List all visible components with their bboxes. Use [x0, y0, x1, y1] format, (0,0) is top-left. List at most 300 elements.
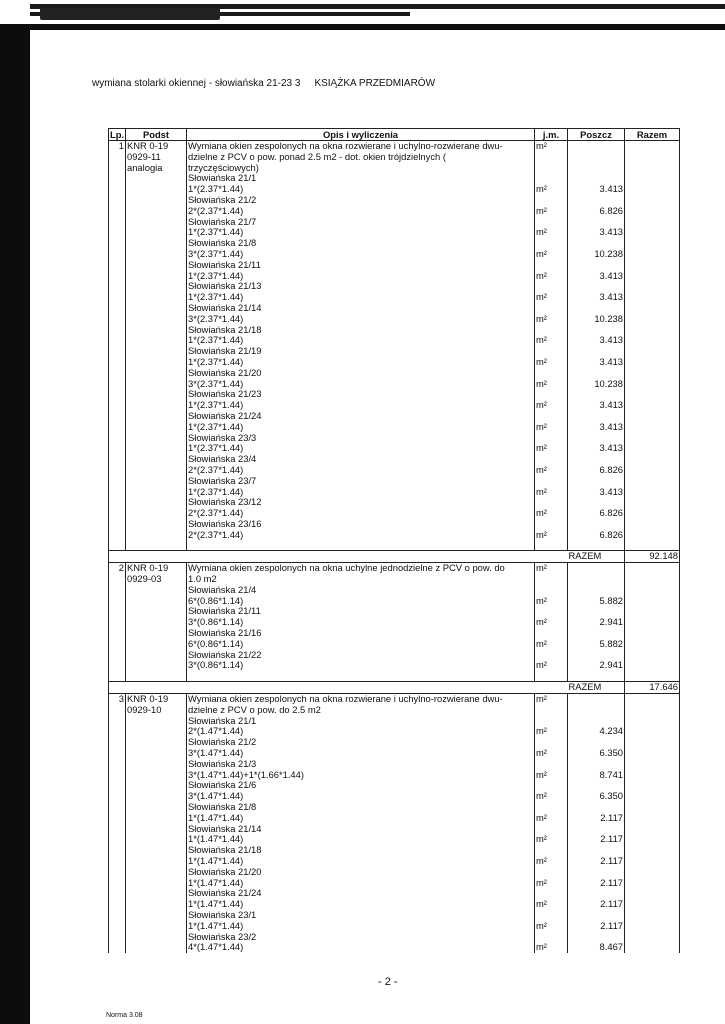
razem-cell [625, 152, 680, 163]
opis-cell: 1*(2.37*1.44) [187, 227, 535, 238]
podst-cell [126, 476, 187, 487]
podst-cell: 0929-11 [126, 152, 187, 163]
header-jm: j.m. [535, 129, 568, 141]
header-razem: Razem [625, 129, 680, 141]
podst-cell [126, 454, 187, 465]
razem-cell [625, 650, 680, 661]
poszcz-cell: 2.941 [568, 660, 625, 671]
unit-cell: m² [535, 748, 568, 759]
podst-cell [126, 845, 187, 856]
podst-cell [126, 335, 187, 346]
podst-cell [126, 639, 187, 650]
spacer-cell [568, 671, 625, 682]
spacer-cell [126, 671, 187, 682]
lp-cell [109, 780, 126, 791]
podst-cell [126, 238, 187, 249]
measurement-table [108, 128, 680, 953]
software-version: Norma 3.08 [106, 1012, 143, 1019]
spacer-cell [568, 540, 625, 551]
podst-cell [126, 770, 187, 781]
podst-cell [126, 726, 187, 737]
razem-cell [625, 454, 680, 465]
opis-cell: Wymiana okien zespolonych na okna rozwierane i uchylno-rozwierane dwu- [187, 694, 535, 705]
opis-cell: trzyczęściowych) [187, 163, 535, 174]
poszcz-cell: 6.826 [568, 530, 625, 541]
razem-cell [625, 585, 680, 596]
lp-cell [109, 454, 126, 465]
sum-label: RAZEM [568, 551, 625, 563]
opis-cell: 1*(2.37*1.44) [187, 184, 535, 195]
opis-cell: Słowiańska 21/8 [187, 238, 535, 249]
page-number: - 2 - [378, 976, 398, 988]
opis-cell: Słowiańska 21/20 [187, 867, 535, 878]
podst-cell [126, 748, 187, 759]
razem-cell [625, 292, 680, 303]
unit-cell [535, 163, 568, 174]
table-row [109, 422, 680, 433]
razem-cell [625, 357, 680, 368]
podst-cell [126, 824, 187, 835]
opis-cell: 2*(1.47*1.44) [187, 726, 535, 737]
lp-cell [109, 163, 126, 174]
poszcz-cell: 3.413 [568, 357, 625, 368]
poszcz-cell: 6.826 [568, 206, 625, 217]
razem-cell [625, 476, 680, 487]
lp-cell [109, 227, 126, 238]
razem-cell [625, 271, 680, 282]
opis-cell: 1*(2.37*1.44) [187, 443, 535, 454]
poszcz-cell: 10.238 [568, 249, 625, 260]
opis-cell: 6*(0.86*1.14) [187, 639, 535, 650]
podst-cell [126, 433, 187, 444]
lp-cell [109, 856, 126, 867]
razem-cell [625, 249, 680, 260]
unit-cell: m² [535, 422, 568, 433]
poszcz-cell [568, 867, 625, 878]
poszcz-cell: 2.941 [568, 617, 625, 628]
opis-cell: 3*(1.47*1.44)+1*(1.66*1.44) [187, 770, 535, 781]
lp-cell [109, 335, 126, 346]
spacer-cell [187, 540, 535, 551]
unit-cell: m² [535, 563, 568, 574]
lp-cell [109, 606, 126, 617]
unit-cell [535, 759, 568, 770]
spacer-cell [187, 671, 535, 682]
opis-cell: 1*(1.47*1.44) [187, 878, 535, 889]
opis-cell: Słowiańska 21/22 [187, 650, 535, 661]
table-row [109, 260, 680, 271]
lp-cell [109, 303, 126, 314]
document-header [92, 78, 435, 89]
podst-cell [126, 195, 187, 206]
poszcz-cell: 10.238 [568, 379, 625, 390]
poszcz-cell [568, 152, 625, 163]
lp-cell [109, 487, 126, 498]
lp-cell [109, 530, 126, 541]
podst-cell [126, 596, 187, 607]
poszcz-cell: 3.413 [568, 271, 625, 282]
unit-cell: m² [535, 726, 568, 737]
poszcz-cell [568, 563, 625, 574]
poszcz-cell: 3.413 [568, 184, 625, 195]
razem-cell [625, 878, 680, 889]
lp-cell [109, 585, 126, 596]
razem-cell [625, 325, 680, 336]
podst-cell [126, 606, 187, 617]
razem-cell [625, 260, 680, 271]
lp-cell [109, 173, 126, 184]
unit-cell: m² [535, 379, 568, 390]
razem-cell [625, 530, 680, 541]
opis-cell: Słowiańska 21/6 [187, 780, 535, 791]
opis-cell: 3*(1.47*1.44) [187, 748, 535, 759]
razem-cell [625, 303, 680, 314]
table-row [109, 476, 680, 487]
podst-cell: analogia [126, 163, 187, 174]
lp-cell [109, 357, 126, 368]
poszcz-cell: 4.234 [568, 726, 625, 737]
table-row [109, 867, 680, 878]
opis-cell: Słowiańska 23/1 [187, 910, 535, 921]
scan-artifact-blob [40, 8, 220, 20]
opis-cell: 3*(2.37*1.44) [187, 314, 535, 325]
podst-cell [126, 325, 187, 336]
unit-cell: m² [535, 921, 568, 932]
opis-cell: Słowiańska 21/13 [187, 281, 535, 292]
opis-cell: Wymiana okien zespolonych na okna uchylne jednodzielne z PCV o pow. do [187, 563, 535, 574]
opis-cell: 1*(2.37*1.44) [187, 357, 535, 368]
opis-cell: 6*(0.86*1.14) [187, 596, 535, 607]
lp-cell [109, 748, 126, 759]
lp-cell [109, 260, 126, 271]
poszcz-cell: 3.413 [568, 335, 625, 346]
lp-cell [109, 433, 126, 444]
lp-cell [109, 368, 126, 379]
podst-cell [126, 346, 187, 357]
lp-cell [109, 737, 126, 748]
podst-cell [126, 497, 187, 508]
lp-cell [109, 791, 126, 802]
unit-cell: m² [535, 206, 568, 217]
poszcz-cell [568, 759, 625, 770]
spacer-cell [535, 671, 568, 682]
table-row [109, 942, 680, 953]
scan-artifact-top-band [0, 24, 725, 30]
razem-cell [625, 497, 680, 508]
podst-cell [126, 281, 187, 292]
lp-cell [109, 281, 126, 292]
podst-cell [126, 368, 187, 379]
poszcz-cell: 2.117 [568, 856, 625, 867]
poszcz-cell [568, 141, 625, 152]
razem-cell [625, 217, 680, 228]
unit-cell: m² [535, 335, 568, 346]
poszcz-cell: 2.117 [568, 834, 625, 845]
unit-cell: m² [535, 694, 568, 705]
lp-cell [109, 759, 126, 770]
spacer-cell [126, 540, 187, 551]
podst-cell [126, 271, 187, 282]
poszcz-cell: 10.238 [568, 314, 625, 325]
opis-cell: Słowiańska 21/18 [187, 845, 535, 856]
razem-cell [625, 206, 680, 217]
opis-cell: 2*(2.37*1.44) [187, 508, 535, 519]
razem-cell [625, 596, 680, 607]
lp-cell [109, 899, 126, 910]
lp-cell [109, 650, 126, 661]
poszcz-cell: 3.413 [568, 292, 625, 303]
unit-cell: m² [535, 530, 568, 541]
razem-cell [625, 628, 680, 639]
opis-cell: Słowiańska 21/24 [187, 411, 535, 422]
opis-cell: 3*(2.37*1.44) [187, 249, 535, 260]
opis-cell: 1*(1.47*1.44) [187, 856, 535, 867]
podst-cell: KNR 0-19 [126, 563, 187, 574]
lp-cell [109, 932, 126, 943]
razem-cell [625, 660, 680, 671]
podst-cell [126, 508, 187, 519]
book-title: KSIĄŻKA PRZEDMIARÓW [314, 78, 436, 89]
lp-cell [109, 628, 126, 639]
opis-cell: Słowiańska 21/1 [187, 716, 535, 727]
podst-cell [126, 856, 187, 867]
razem-cell [625, 335, 680, 346]
lp-cell [109, 249, 126, 260]
lp-cell [109, 574, 126, 585]
lp-cell [109, 152, 126, 163]
opis-cell: Słowiańska 23/4 [187, 454, 535, 465]
opis-cell: 1*(1.47*1.44) [187, 813, 535, 824]
razem-cell [625, 921, 680, 932]
poszcz-cell: 6.826 [568, 508, 625, 519]
lp-cell [109, 888, 126, 899]
podst-cell [126, 465, 187, 476]
razem-cell [625, 465, 680, 476]
podst-cell [126, 628, 187, 639]
sum-blank [109, 682, 568, 694]
podst-cell: 0929-10 [126, 705, 187, 716]
podst-cell [126, 932, 187, 943]
poszcz-cell [568, 368, 625, 379]
razem-cell [625, 932, 680, 943]
lp-cell [109, 325, 126, 336]
unit-cell: m² [535, 617, 568, 628]
poszcz-cell [568, 260, 625, 271]
opis-cell: 2*(2.37*1.44) [187, 465, 535, 476]
opis-cell: 1*(1.47*1.44) [187, 834, 535, 845]
poszcz-cell: 2.117 [568, 878, 625, 889]
podst-cell [126, 942, 187, 953]
razem-cell [625, 411, 680, 422]
lp-cell [109, 389, 126, 400]
razem-cell [625, 508, 680, 519]
razem-cell [625, 173, 680, 184]
razem-cell [625, 422, 680, 433]
poszcz-cell: 3.413 [568, 443, 625, 454]
unit-cell: m² [535, 813, 568, 824]
poszcz-cell: 3.413 [568, 400, 625, 411]
lp-cell [109, 845, 126, 856]
razem-cell [625, 888, 680, 899]
podst-cell [126, 867, 187, 878]
razem-cell [625, 899, 680, 910]
opis-cell: Słowiańska 21/24 [187, 888, 535, 899]
podst-cell [126, 834, 187, 845]
opis-cell: Słowiańska 21/7 [187, 217, 535, 228]
podst-cell [126, 530, 187, 541]
poszcz-cell: 3.413 [568, 487, 625, 498]
podst-cell [126, 802, 187, 813]
lp-cell [109, 660, 126, 671]
razem-cell [625, 834, 680, 845]
spacer-cell [625, 671, 680, 682]
table-header-row [109, 129, 680, 141]
podst-cell: KNR 0-19 [126, 694, 187, 705]
poszcz-cell: 6.826 [568, 465, 625, 476]
opis-cell: Słowiańska 21/2 [187, 737, 535, 748]
podst-cell [126, 737, 187, 748]
razem-cell [625, 759, 680, 770]
lp-cell [109, 910, 126, 921]
razem-cell [625, 748, 680, 759]
razem-cell [625, 227, 680, 238]
lp-cell [109, 705, 126, 716]
podst-cell [126, 422, 187, 433]
razem-cell [625, 314, 680, 325]
razem-cell [625, 791, 680, 802]
unit-cell: m² [535, 465, 568, 476]
razem-cell [625, 563, 680, 574]
opis-cell: Słowiańska 21/19 [187, 346, 535, 357]
razem-cell [625, 141, 680, 152]
razem-cell [625, 824, 680, 835]
opis-cell: 4*(1.47*1.44) [187, 942, 535, 953]
razem-cell [625, 694, 680, 705]
podst-cell [126, 411, 187, 422]
lp-cell [109, 726, 126, 737]
razem-cell [625, 726, 680, 737]
opis-cell: Wymiana okien zespolonych na okna rozwierane i uchylno-rozwierane dwu- [187, 141, 535, 152]
unit-cell: m² [535, 249, 568, 260]
razem-cell [625, 487, 680, 498]
table-row [109, 314, 680, 325]
table-row [109, 660, 680, 671]
unit-cell [535, 574, 568, 585]
unit-cell: m² [535, 400, 568, 411]
sum-value: 17.646 [625, 682, 680, 694]
lp-cell: 3 [109, 694, 126, 705]
unit-cell: m² [535, 639, 568, 650]
unit-cell [535, 476, 568, 487]
poszcz-cell: 6.350 [568, 791, 625, 802]
podst-cell [126, 813, 187, 824]
unit-cell: m² [535, 292, 568, 303]
opis-cell: 1*(1.47*1.44) [187, 899, 535, 910]
project-title: wymiana stolarki okiennej - słowiańska 21-23 3 [92, 78, 301, 89]
lp-cell [109, 314, 126, 325]
lp-cell [109, 824, 126, 835]
razem-cell [625, 346, 680, 357]
opis-cell: dzielne z PCV o pow. do 2.5 m2 [187, 705, 535, 716]
opis-cell: Słowiańska 21/4 [187, 585, 535, 596]
lp-cell [109, 465, 126, 476]
opis-cell: Słowiańska 21/14 [187, 303, 535, 314]
razem-cell [625, 606, 680, 617]
header-lp: Lp. [110, 129, 125, 140]
unit-cell: m² [535, 596, 568, 607]
opis-cell: Słowiańska 21/11 [187, 260, 535, 271]
opis-cell: 3*(2.37*1.44) [187, 379, 535, 390]
razem-cell [625, 867, 680, 878]
unit-cell: m² [535, 227, 568, 238]
poszcz-cell: 2.117 [568, 813, 625, 824]
razem-cell [625, 716, 680, 727]
table-row [109, 759, 680, 770]
opis-cell: Słowiańska 21/16 [187, 628, 535, 639]
razem-cell [625, 184, 680, 195]
spacer-cell [535, 540, 568, 551]
poszcz-cell: 5.882 [568, 596, 625, 607]
opis-cell: 1*(2.37*1.44) [187, 292, 535, 303]
unit-cell [535, 152, 568, 163]
spacer-row [109, 540, 680, 551]
opis-cell: 1*(2.37*1.44) [187, 335, 535, 346]
unit-cell: m² [535, 314, 568, 325]
podst-cell [126, 899, 187, 910]
opis-cell: Słowiańska 23/2 [187, 932, 535, 943]
unit-cell [535, 260, 568, 271]
lp-cell [109, 422, 126, 433]
opis-cell: Słowiańska 23/16 [187, 519, 535, 530]
sum-value: 92.148 [625, 551, 680, 563]
unit-cell: m² [535, 184, 568, 195]
lp-cell [109, 379, 126, 390]
unit-cell [535, 368, 568, 379]
lp-cell [109, 346, 126, 357]
lp-cell [109, 184, 126, 195]
opis-cell: 1*(2.37*1.44) [187, 422, 535, 433]
sum-blank [109, 551, 568, 563]
opis-cell: Słowiańska 21/2 [187, 195, 535, 206]
razem-cell [625, 780, 680, 791]
podst-cell [126, 217, 187, 228]
opis-cell: Słowiańska 21/20 [187, 368, 535, 379]
podst-cell [126, 184, 187, 195]
podst-cell [126, 759, 187, 770]
opis-cell: Słowiańska 23/12 [187, 497, 535, 508]
opis-cell: Słowiańska 21/23 [187, 389, 535, 400]
podst-cell [126, 791, 187, 802]
table-row [109, 530, 680, 541]
lp-cell [109, 238, 126, 249]
podst-cell [126, 660, 187, 671]
lp-cell [109, 878, 126, 889]
opis-cell: 1*(2.37*1.44) [187, 271, 535, 282]
podst-cell [126, 357, 187, 368]
opis-cell: 2*(2.37*1.44) [187, 206, 535, 217]
lp-cell [109, 400, 126, 411]
razem-cell [625, 281, 680, 292]
opis-cell: 2*(2.37*1.44) [187, 530, 535, 541]
lp-cell: 1 [109, 141, 126, 152]
unit-cell: m² [535, 856, 568, 867]
razem-cell [625, 519, 680, 530]
unit-cell: m² [535, 508, 568, 519]
poszcz-cell [568, 476, 625, 487]
lp-cell [109, 195, 126, 206]
podst-cell [126, 206, 187, 217]
opis-cell: Słowiańska 21/14 [187, 824, 535, 835]
